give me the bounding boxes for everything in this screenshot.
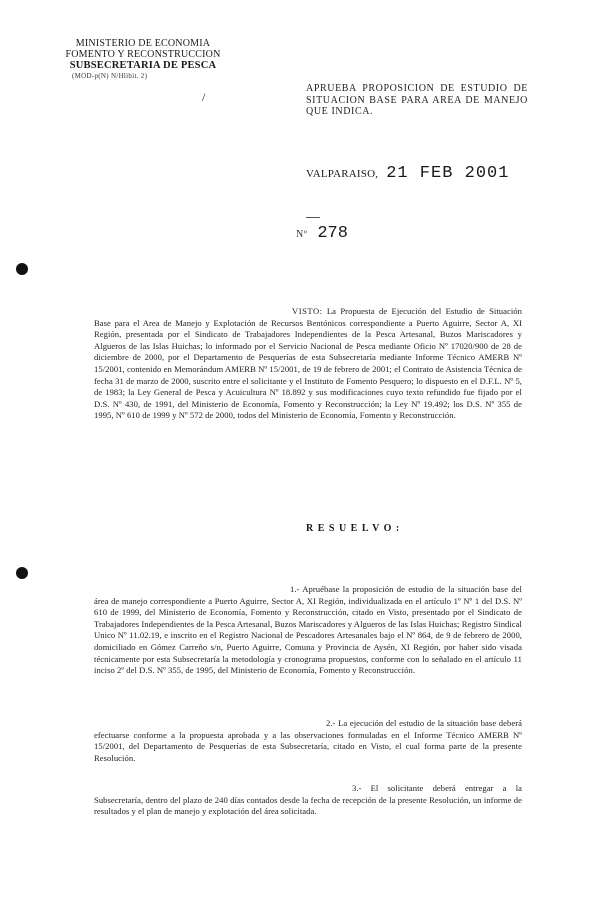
resolution-number-value: 278 [317,224,348,243]
visto-keyword: VISTO: [292,306,323,316]
resuelvo-heading: RESUELVO: [306,523,404,534]
resolution-article-3: 3.- El solicitante deberá entregar a la Subsecretaría, dentro del plazo de 240 días contados desde la fecha de recepción de la presente Resolución, un informe de resultados y el plan de manejo y explotación del área solicitada. [94,783,522,817]
visto-paragraph [94,306,522,422]
punch-hole-top [16,263,28,275]
letterhead-ministry: MINISTERIO DE ECONOMIA [75,38,211,49]
resolution-article-2: 2.- La ejecución del estudio de la situación base deberá efectuarse conforme a la propuesta aprobada y a las observaciones formuladas en el Informe Técnico AMERB Nº 15/2001, del Departamento de Pesquerías de esta Subsecretaría, citado en Visto, el cual forma parte de la presente Resolución. [94,718,522,763]
letterhead-ministry-2: FOMENTO Y RECONSTRUCCION [65,49,221,60]
visto-text: La Propuesta de Ejecución del Estudio de Situación Base para el Area de Manejo y Explotación de Recursos Bentónicos correspondiente a Puerto Aguirre, Sector A, XI Región, presentada por el Sindicato de Trabajadores Independientes de la Pesca Artesanal, Buzos Mariscadores y Algueros de las Islas Huichas; lo informado por el Servicio Nacional de Pesca mediante Oficio Nº 17020/900 de 28 de diciembre de 2000, por el Departamento de Pesquerías de esta Subsecretaría mediante Informe Técnico AMERB Nº 15/2001, contenido en Memorándum AMERB Nº 15/2001, de 19 de febrero de 2001; el Contrato de Asistencia Técnica de fecha 31 de marzo de 2000, suscrito entre el solicitante y el Instituto de Fomento Pesquero; lo dispuesto en el D.F.L. Nº 5, de 1983; la Ley General de Pesca y Acuicultura Nº 18.892 y sus modificaciones cuyo texto refundido fue fijado por el D.S. Nº 430, de 1991, del Ministerio de Economía, Fomento y Reconstrucción; la Ley Nº 19.492; los D.S. Nº 355 de 1995, Nº 610 de 1999 y Nº 572 de 2000, todos del Ministerio de Economía, Fomento y Reconstrucción. [94,306,523,421]
letterhead [58,38,228,82]
letterhead-subsecretariat: SUBSECRETARIA DE PESCA [69,60,217,71]
letterhead-reference: (MOD-p(N) N/Hlibit. 2) [72,72,148,80]
resolution-number [296,224,348,243]
letterhead-mark: / [202,90,206,104]
date-city: VALPARAISO, [306,168,379,180]
number-mark [306,217,320,218]
resolution-number-label: Nº [296,229,308,240]
date-stamp: 21 FEB 2001 [386,164,510,183]
date-line [306,164,509,183]
document-subject: APRUEBA PROPOSICION DE ESTUDIO DE SITUACION BASE PARA AREA DE MANEJO QUE INDICA. [306,83,528,117]
punch-hole-bottom [16,567,28,579]
resolution-article-1: 1.- Apruébase la proposición de estudio de la situación base del área de manejo correspondiente a Puerto Aguirre, Sector A, XI Región, individualizada en el artículo 1º Nº 1 del D.S. Nº 610 de 1999, del Ministerio de Economía, Fomento y Reconstrucción, citado en Visto, presentado por el Sindicato de Trabajadores Independientes de la Pesca Artesanal, Buzos Mariscadores y Algueros de las Islas Huichas; Registro Sindical Unico Nº 11.02.19, e inscrito en el Registro Nacional de Pescadores Artesanales bajo el Nº 864, de 9 de febrero de 2000, domiciliado en Gómez Carreño s/n, Puerto Aguirre, Comuna y Provincia de Aysén, XI Región, por haber sido visada técnicamente por esta Subsecretaría la metodología y cronograma propuestos, conforme con lo señalado en el artículo 11 inciso 2º del D.S. Nº 355, de 1995, del Ministerio de Economía, Fomento y Reconstrucción. [94,584,522,676]
